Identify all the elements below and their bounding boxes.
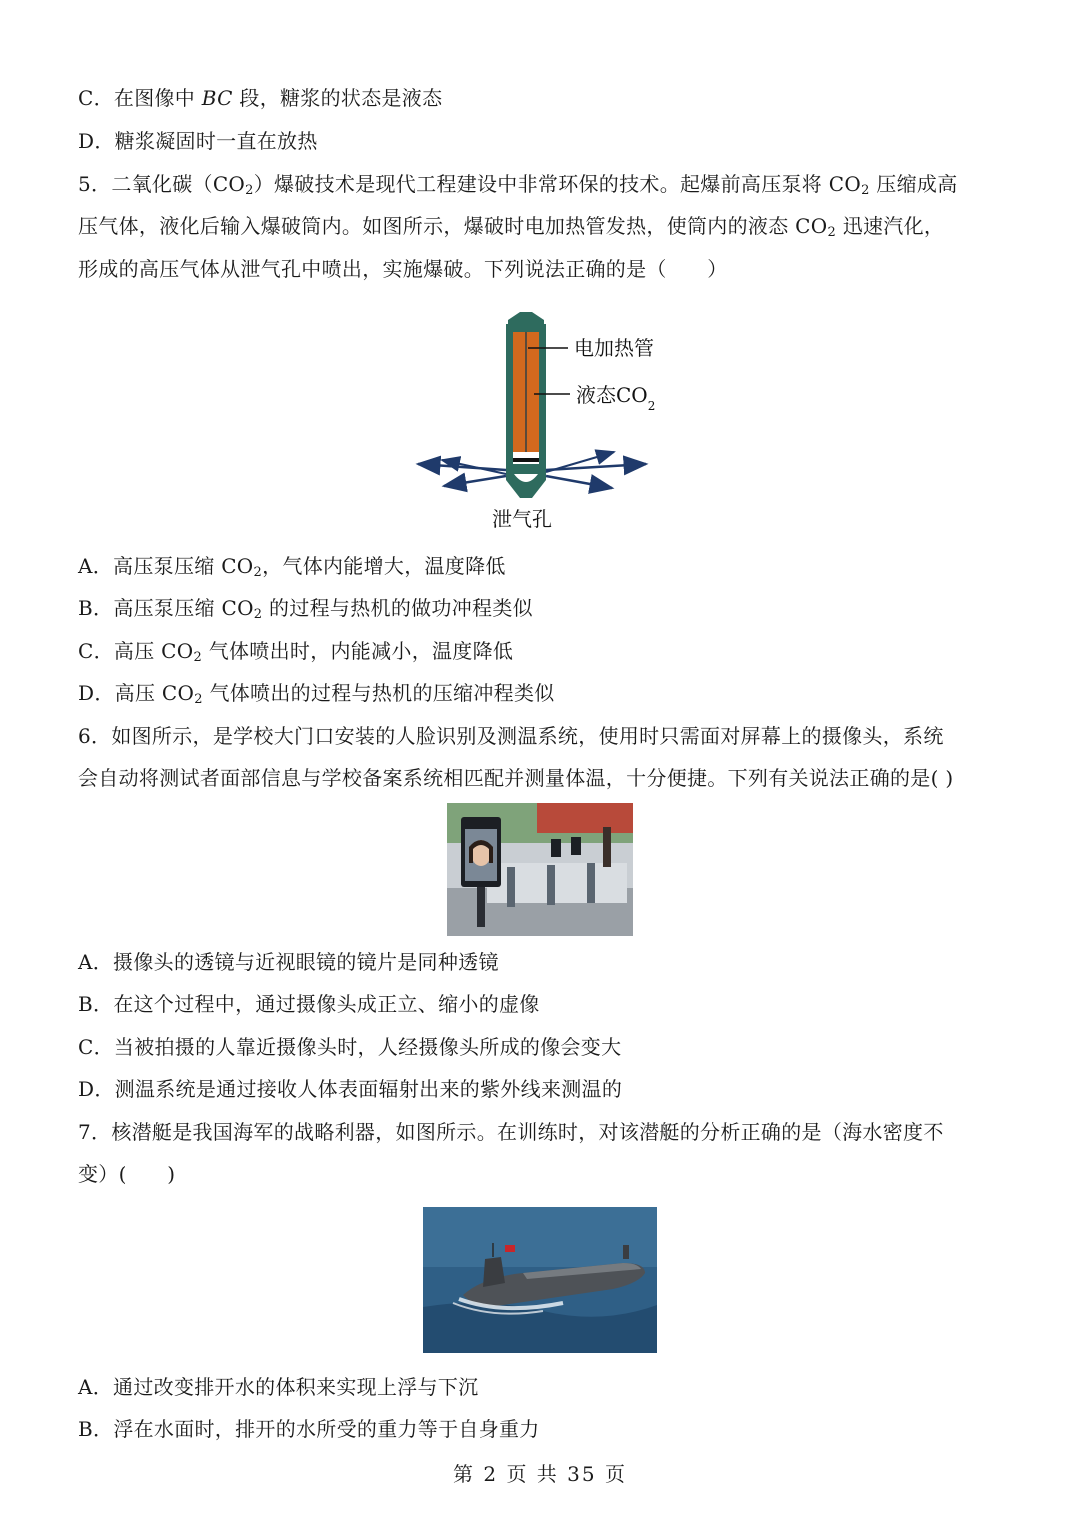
tube-top-cap (508, 312, 544, 326)
label-vent: 泄气孔 (492, 507, 552, 531)
face-recognition-photo (447, 803, 633, 936)
q7-option-a: A．通过改变排开水的体积来实现上浮与下沉 (78, 1375, 479, 1399)
q5-stem-line2: 压气体，液化后输入爆破筒内。如图所示，爆破时电加热管发热，使筒内的液态 $CO_2$ 迅速汽化， (78, 214, 945, 240)
q7-option-b: B．浮在水面时，排开的水所受的重力等于自身重力 (78, 1417, 540, 1441)
gas-jet-arrow (444, 476, 506, 486)
q7-stem-line2: 变）( ) (78, 1162, 176, 1186)
gas-jet-arrow (546, 476, 612, 488)
q5-option-d: D．高压 $CO_2$ 气体喷出的过程与热机的压缩冲程类似 (78, 681, 555, 707)
label-liquid-co2: 液态$CO_2$ (576, 383, 656, 413)
label-heater: 电加热管 (574, 336, 654, 360)
q6-stem-line2: 会自动将测试者面部信息与学校备案系统相匹配并测量体温，十分便捷。下列有关说法正确的是( ) (78, 766, 954, 790)
q6-option-a: A．摄像头的透镜与近视眼镜的镜片是同种透镜 (78, 950, 499, 974)
q6-option-c: C．当被拍摄的人靠近摄像头时，人经摄像头所成的像会变大 (78, 1035, 622, 1059)
q5-stem-line3: 形成的高压气体从泄气孔中喷出，实施爆破。下列说法正确的是（ ） (78, 257, 728, 281)
q6-stem-line1: 6．如图所示，是学校大门口安装的人脸识别及测温系统，使用时只需面对屏幕上的摄像头，系统 (78, 724, 944, 748)
q5-option-a: A．高压泵压缩 $CO_2$，气体内能增大，温度降低 (78, 554, 506, 580)
q4-option-d: D．糖浆凝固时一直在放热 (78, 129, 318, 153)
co2-blasting-tube-figure (410, 302, 680, 538)
q4-option-c: C．在图像中 BC 段，糖浆的状态是液态 (78, 86, 443, 110)
q5-stem-line1: 5．二氧化碳$(CO_2)$爆破技术是现代工程建设中非常环保的技术。起爆前高压泵将 $CO_2$ 压缩成高 (78, 172, 958, 198)
q5-option-c: C．高压 $CO_2$ 气体喷出时，内能减小，温度降低 (78, 639, 514, 665)
q7-stem-line1: 7．核潜艇是我国海军的战略利器，如图所示。在训练时，对该潜艇的分析正确的是（海水密度不 (78, 1120, 944, 1144)
q5-option-b: B．高压泵压缩 $CO_2$ 的过程与热机的做功冲程类似 (78, 596, 533, 622)
q6-option-d: D．测温系统是通过接收人体表面辐射出来的紫外线来测温的 (78, 1077, 623, 1101)
page-footer: 第 2 页 共 35 页 (453, 1462, 627, 1486)
submarine-photo (423, 1207, 657, 1353)
q6-option-b: B．在这个过程中，通过摄像头成正立、缩小的虚像 (78, 992, 540, 1016)
